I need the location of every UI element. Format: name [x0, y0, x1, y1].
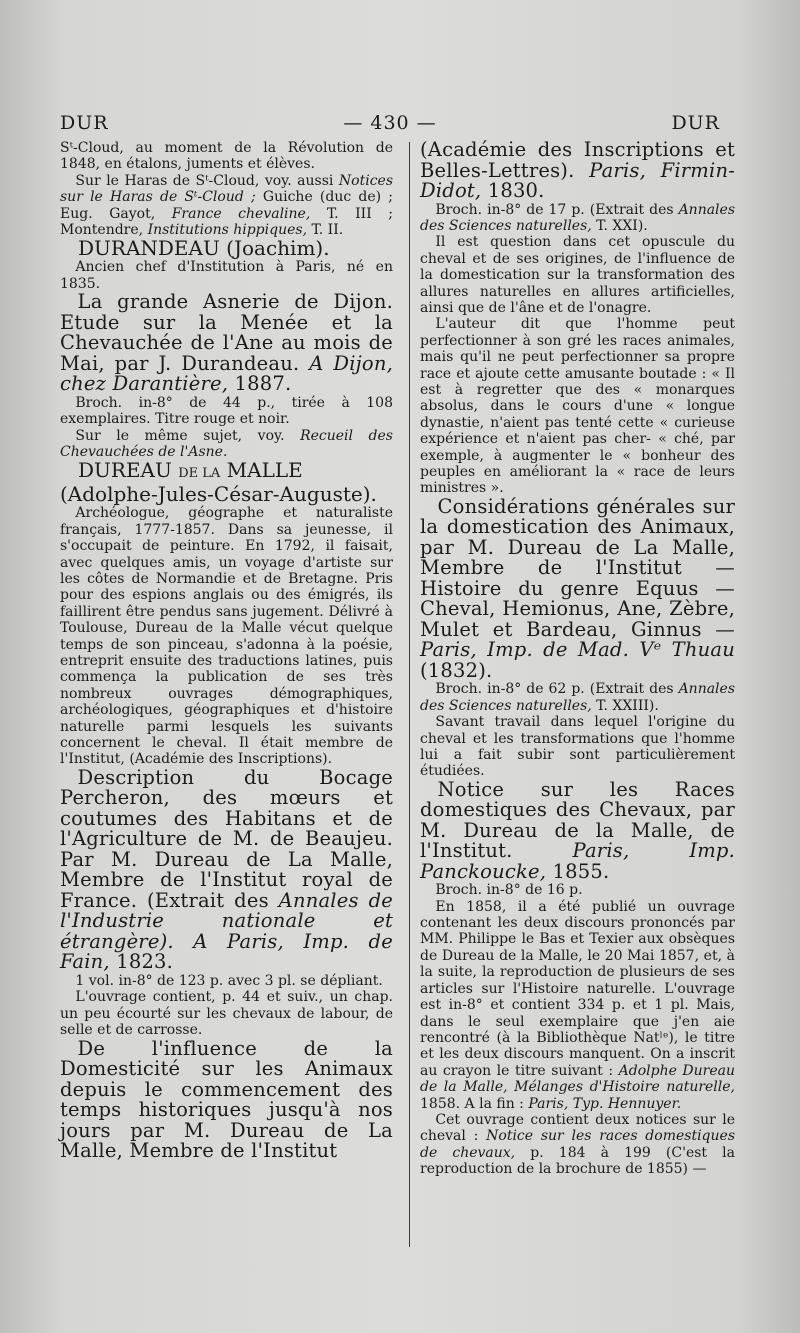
- entry-title: Considérations générales sur la domestication des Animaux, par M. Dureau de La Malle, Membre de l'Institut — Histoire du genre Equus — Cheval, Hemionus, Ane, Zèbre, Mulet et Bardeau, Ginnus — Paris, Imp. de Mad. Vᵉ Thuau (1832).: [420, 494, 735, 682]
- paragraph: Broch. in-8° de 62 p. (Extrait des Annales des Sciences naturelles, T. XXIII).: [420, 681, 735, 714]
- entry-title: Notice sur les Races domestiques des Chevaux, par M. Dureau de la Malle, de l'Institut. Paris, Imp. Panckoucke, 1855.: [420, 777, 735, 883]
- header-left-word: DUR: [60, 112, 109, 134]
- paragraph: L'auteur dit que l'homme peut perfectionner à son gré les races animales, mais qu'il ne peut perfectionner sa propre race et ajoute cette amusante boutade : « Il est à regretter que des « monarques absolus, dans le cours d'une « longue dynastie, n'aient pas tenté cette « curieuse expérience et n'aient pas cher- « ché, par exemple, à augmenter le « bonheur des peuples en améliorant la « race de leurs ministres ».: [420, 316, 735, 497]
- paragraph: Ancien chef d'Institution à Paris, né en 1835.: [60, 259, 393, 292]
- entry-title-continued: (Académie des Inscriptions et Belles-Lettres). Paris, Firmin-Didot, 1830.: [420, 138, 735, 202]
- paragraph: Sᵗ-Cloud, au moment de la Révolution de 1848, en étalons, juments et élèves.: [60, 140, 393, 173]
- header-right-word: DUR: [671, 112, 720, 134]
- paragraph: Broch. in-8° de 16 p.: [435, 882, 583, 899]
- column-divider: [409, 142, 410, 1247]
- paragraph: Cet ouvrage contient deux notices sur le cheval : Notice sur les races domestiques de chevaux, p. 184 à 199 (C'est la reproduction de la brochure de 1855) —: [420, 1111, 735, 1178]
- left-column: [60, 140, 393, 1162]
- paragraph: En 1858, il a été publié un ouvrage contenant les deux discours prononcés par MM. Philippe le Bas et Texier aux obsèques de Dureau de la Malle, le 20 Mai 1857, et, à la suite, la reproduction de plusieurs de ses articles sur l'Histoire naturelle. L'ouvrage est in-8° et contient 334 p. et 1 pl. Mais, dans le seul exemplaire que j'en aie rencontré (à la Bibliothèque Natˡᵉ), le titre et les deux discours manquent. On a inscrit au crayon le titre suivant : Adolphe Dureau de la Malle, Mélanges d'Histoire naturelle, 1858. A la fin : Paris, Typ. Hennuyer.: [420, 898, 735, 1112]
- paragraph: Savant travail dans lequel l'origine du cheval et les transformations que l'homme lui a fait subir sont particulièrement étudiées.: [420, 714, 735, 780]
- paragraph: L'ouvrage contient, p. 44 et suiv., un chap. un peu écourté sur les chevaux de labour, de selle et de carrosse.: [60, 989, 393, 1039]
- paragraph: 1 vol. in-8° de 123 p. avec 3 pl. se dépliant.: [75, 972, 383, 989]
- page-number: — 430 —: [343, 112, 437, 134]
- paragraph: Sur le même sujet, voy. Recueil des Chevauchées de l'Asne.: [60, 427, 393, 460]
- author-heading: DURANDEAU (Joachim).: [78, 236, 330, 261]
- right-column: [420, 140, 735, 1178]
- entry-title: La grande Asnerie de Dijon. Etude sur la Menée et la Chevauchée de l'Ane au mois de Mai, par J. Durandeau. A Dijon, chez Darantière, 1887.: [60, 290, 393, 396]
- running-header: [60, 112, 720, 138]
- author-heading: DUREAU DE LA MALLE (Adolphe-Jules-César-Auguste).: [60, 458, 377, 507]
- entry-title: De l'influence de la Domesticité sur les Animaux depuis le commencement des temps historiques jusqu'à nos jours par M. Dureau de La Malle, Membre de l'Institut: [60, 1036, 393, 1162]
- entry-title: Description du Bocage Percheron, des mœurs et coutumes des Habitans et de l'Agriculture de M. de Beaujeu. Par M. Dureau de La Malle, Membre de l'Institut royal de France. (Extrait des Annales de l'Industrie nationale et étrangère). A Paris, Imp. de Fain, 1823.: [60, 765, 393, 974]
- paragraph: Archéologue, géographe et naturaliste français, 1777-1857. Dans sa jeunesse, il s'occupait de peinture. En 1792, il faisait, avec quelques amis, un voyage d'artiste sur les côtes de Normandie et de Bretagne. Pris pour des espions anglais ou des émigrés, ils faillirent être pendus sans jugement. Délivré à Toulouse, Dureau de la Malle vécut quelque temps de son pinceau, s'adonna à la poésie, entreprit ensuite des traductions latines, puis commença la publication de ses très nombreux ouvrages démographiques, archéologiques, géographiques et d'histoire naturelle parmi lesquels les suivants concernent le cheval. Il était membre de l'Institut, (Académie des Inscriptions).: [60, 505, 393, 768]
- paragraph: Sur le Haras de Sᵗ-Cloud, voy. aussi Notices sur le Haras de Sᵗ-Cloud ; Guiche (duc de) ; Eug. Gayot, France chevaline, T. III ; Montendre, Institutions hippiques, T. II.: [60, 172, 393, 239]
- paragraph: Broch. in-8° de 17 p. (Extrait des Annales des Sciences naturelles, T. XXI).: [420, 201, 735, 234]
- paragraph: Broch. in-8° de 44 p., tirée à 108 exemplaires. Titre rouge et noir.: [60, 394, 393, 428]
- paragraph: Il est question dans cet opuscule du cheval et de ses origines, de l'influence de la domestication sur la transformation des allures naturelles en allures artificielles, ainsi que de l'âne et de l'onagre.: [420, 234, 735, 316]
